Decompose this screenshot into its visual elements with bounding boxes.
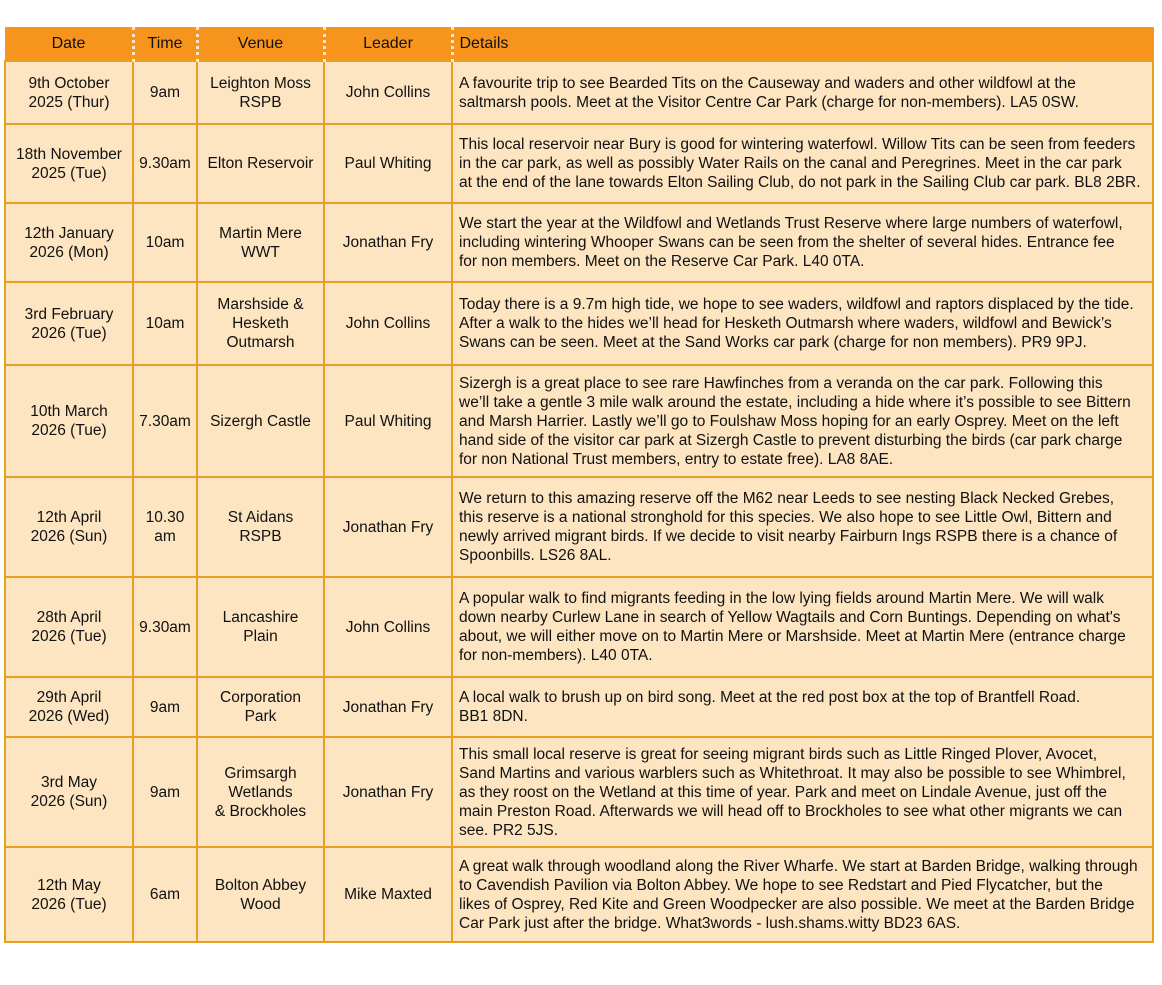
leader-cell: Jonathan Fry (324, 203, 452, 282)
details-cell: We return to this amazing reserve off the M62 near Leeds to see nesting Black Necked Grebes, this reserve is a national stronghold for this species. We also hope to see Little Owl, Bittern and newly arrived migrant birds. If we decide to visit nearby Fairburn Ings RSPB there is a chance of Spoonbills. LS26 8AL. (452, 477, 1153, 577)
time-cell: 9am (133, 61, 197, 124)
details-cell: This small local reserve is great for seeing migrant birds such as Little Ringed Plover, Avocet, Sand Martins and various warblers such as Whitethroat. It may also be possible to see Whimbrel, as they roost on the Wetland at this time of year. Park and meet on Lindale Avenue, just off the main Preston Road. Afterwards we will head off to Brockholes to see what other migrants we can see. PR2 5JS. (452, 737, 1153, 847)
date-cell: 12th May 2026 (Tue) (5, 847, 133, 942)
table-row (5, 847, 1153, 942)
leader-cell: John Collins (324, 61, 452, 124)
venue-cell: Grimsargh Wetlands & Brockholes (197, 737, 324, 847)
venue-cell: St Aidans RSPB (197, 477, 324, 577)
venue-cell: Lancashire Plain (197, 577, 324, 677)
table-row (5, 124, 1153, 203)
venue-cell: Corporation Park (197, 677, 324, 737)
time-cell: 10am (133, 282, 197, 365)
time-cell: 9.30am (133, 577, 197, 677)
date-cell: 3rd February 2026 (Tue) (5, 282, 133, 365)
leader-cell: Jonathan Fry (324, 477, 452, 577)
time-cell: 9am (133, 737, 197, 847)
date-cell: 12th April 2026 (Sun) (5, 477, 133, 577)
date-cell: 28th April 2026 (Tue) (5, 577, 133, 677)
schedule-rows (5, 61, 1153, 942)
date-cell: 3rd May 2026 (Sun) (5, 737, 133, 847)
table-row (5, 477, 1153, 577)
leader-cell: Jonathan Fry (324, 737, 452, 847)
details-cell: A popular walk to find migrants feeding in the low lying fields around Martin Mere. We will walk down nearby Curlew Lane in search of Yellow Wagtails and Corn Buntings. Depending on what's about, we will either move on to Martin Mere or Marshside. Meet at Martin Mere (entrance charge for non-members). L40 0TA. (452, 577, 1153, 677)
venue-cell: Martin Mere WWT (197, 203, 324, 282)
date-cell: 9th October 2025 (Thur) (5, 61, 133, 124)
details-cell: A favourite trip to see Bearded Tits on the Causeway and waders and other wildfowl at the saltmarsh pools. Meet at the Visitor Centre Car Park (charge for non-members). LA5 0SW. (452, 61, 1153, 124)
header-venue: Venue (197, 28, 324, 62)
header-leader: Leader (324, 28, 452, 62)
time-cell: 6am (133, 847, 197, 942)
schedule-table (4, 27, 1154, 943)
venue-cell: Elton Reservoir (197, 124, 324, 203)
table-row (5, 282, 1153, 365)
time-cell: 9.30am (133, 124, 197, 203)
venue-cell: Marshside & Hesketh Outmarsh (197, 282, 324, 365)
details-cell: Today there is a 9.7m high tide, we hope to see waders, wildfowl and raptors displaced by the tide. After a walk to the hides we’ll head for Hesketh Outmarsh where waders, wildfowl and Bewick’s Swans can be seen. Meet at the Sand Works car park (charge for non members). PR9 9PJ. (452, 282, 1153, 365)
details-cell: Sizergh is a great place to see rare Hawfinches from a veranda on the car park. Following this we’ll take a gentle 3 mile walk around the estate, including a hide where it’s possible to see Bittern and Marsh Harrier. Lastly we’ll go to Foulshaw Moss hoping for an early Osprey. Meet on the left hand side of the visitor car park at Sizergh Castle to prevent disturbing the birds (car park charge for non National Trust members, entry to estate free). LA8 8AE. (452, 365, 1153, 477)
table-row (5, 365, 1153, 477)
leader-cell: Mike Maxted (324, 847, 452, 942)
header-date: Date (5, 28, 133, 62)
date-cell: 10th March 2026 (Tue) (5, 365, 133, 477)
leader-cell: Paul Whiting (324, 124, 452, 203)
details-cell: This local reservoir near Bury is good for wintering waterfowl. Willow Tits can be seen from feeders in the car park, as well as possibly Water Rails on the canal and Peregrines. Meet in the car park at the end of the lane towards Elton Sailing Club, do not park in the Sailing Club car park. BL8 2BR. (452, 124, 1153, 203)
leader-cell: Paul Whiting (324, 365, 452, 477)
leader-cell: John Collins (324, 282, 452, 365)
time-cell: 9am (133, 677, 197, 737)
time-cell: 10.30 am (133, 477, 197, 577)
header-time: Time (133, 28, 197, 62)
venue-cell: Sizergh Castle (197, 365, 324, 477)
header-row (5, 28, 1153, 62)
table-row (5, 61, 1153, 124)
table-row (5, 577, 1153, 677)
venue-cell: Leighton Moss RSPB (197, 61, 324, 124)
table-row (5, 677, 1153, 737)
time-cell: 7.30am (133, 365, 197, 477)
time-cell: 10am (133, 203, 197, 282)
date-cell: 18th November 2025 (Tue) (5, 124, 133, 203)
details-cell: We start the year at the Wildfowl and Wetlands Trust Reserve where large numbers of waterfowl, including wintering Whooper Swans can be seen from the shelter of several hides. Entrance fee for non members. Meet on the Reserve Car Park. L40 0TA. (452, 203, 1153, 282)
details-cell: A local walk to brush up on bird song. Meet at the red post box at the top of Brantfell Road. BB1 8DN. (452, 677, 1153, 737)
leader-cell: John Collins (324, 577, 452, 677)
header-details: Details (452, 28, 1153, 62)
date-cell: 29th April 2026 (Wed) (5, 677, 133, 737)
table-row (5, 203, 1153, 282)
leader-cell: Jonathan Fry (324, 677, 452, 737)
venue-cell: Bolton Abbey Wood (197, 847, 324, 942)
date-cell: 12th January 2026 (Mon) (5, 203, 133, 282)
details-cell: A great walk through woodland along the River Wharfe. We start at Barden Bridge, walking through to Cavendish Pavilion via Bolton Abbey. We hope to see Redstart and Pied Flycatcher, but the likes of Osprey, Red Kite and Green Woodpecker are also possible. We meet at the Barden Bridge Car Park just after the bridge. What3words - lush.shams.witty BD23 6AS. (452, 847, 1153, 942)
table-row (5, 737, 1153, 847)
